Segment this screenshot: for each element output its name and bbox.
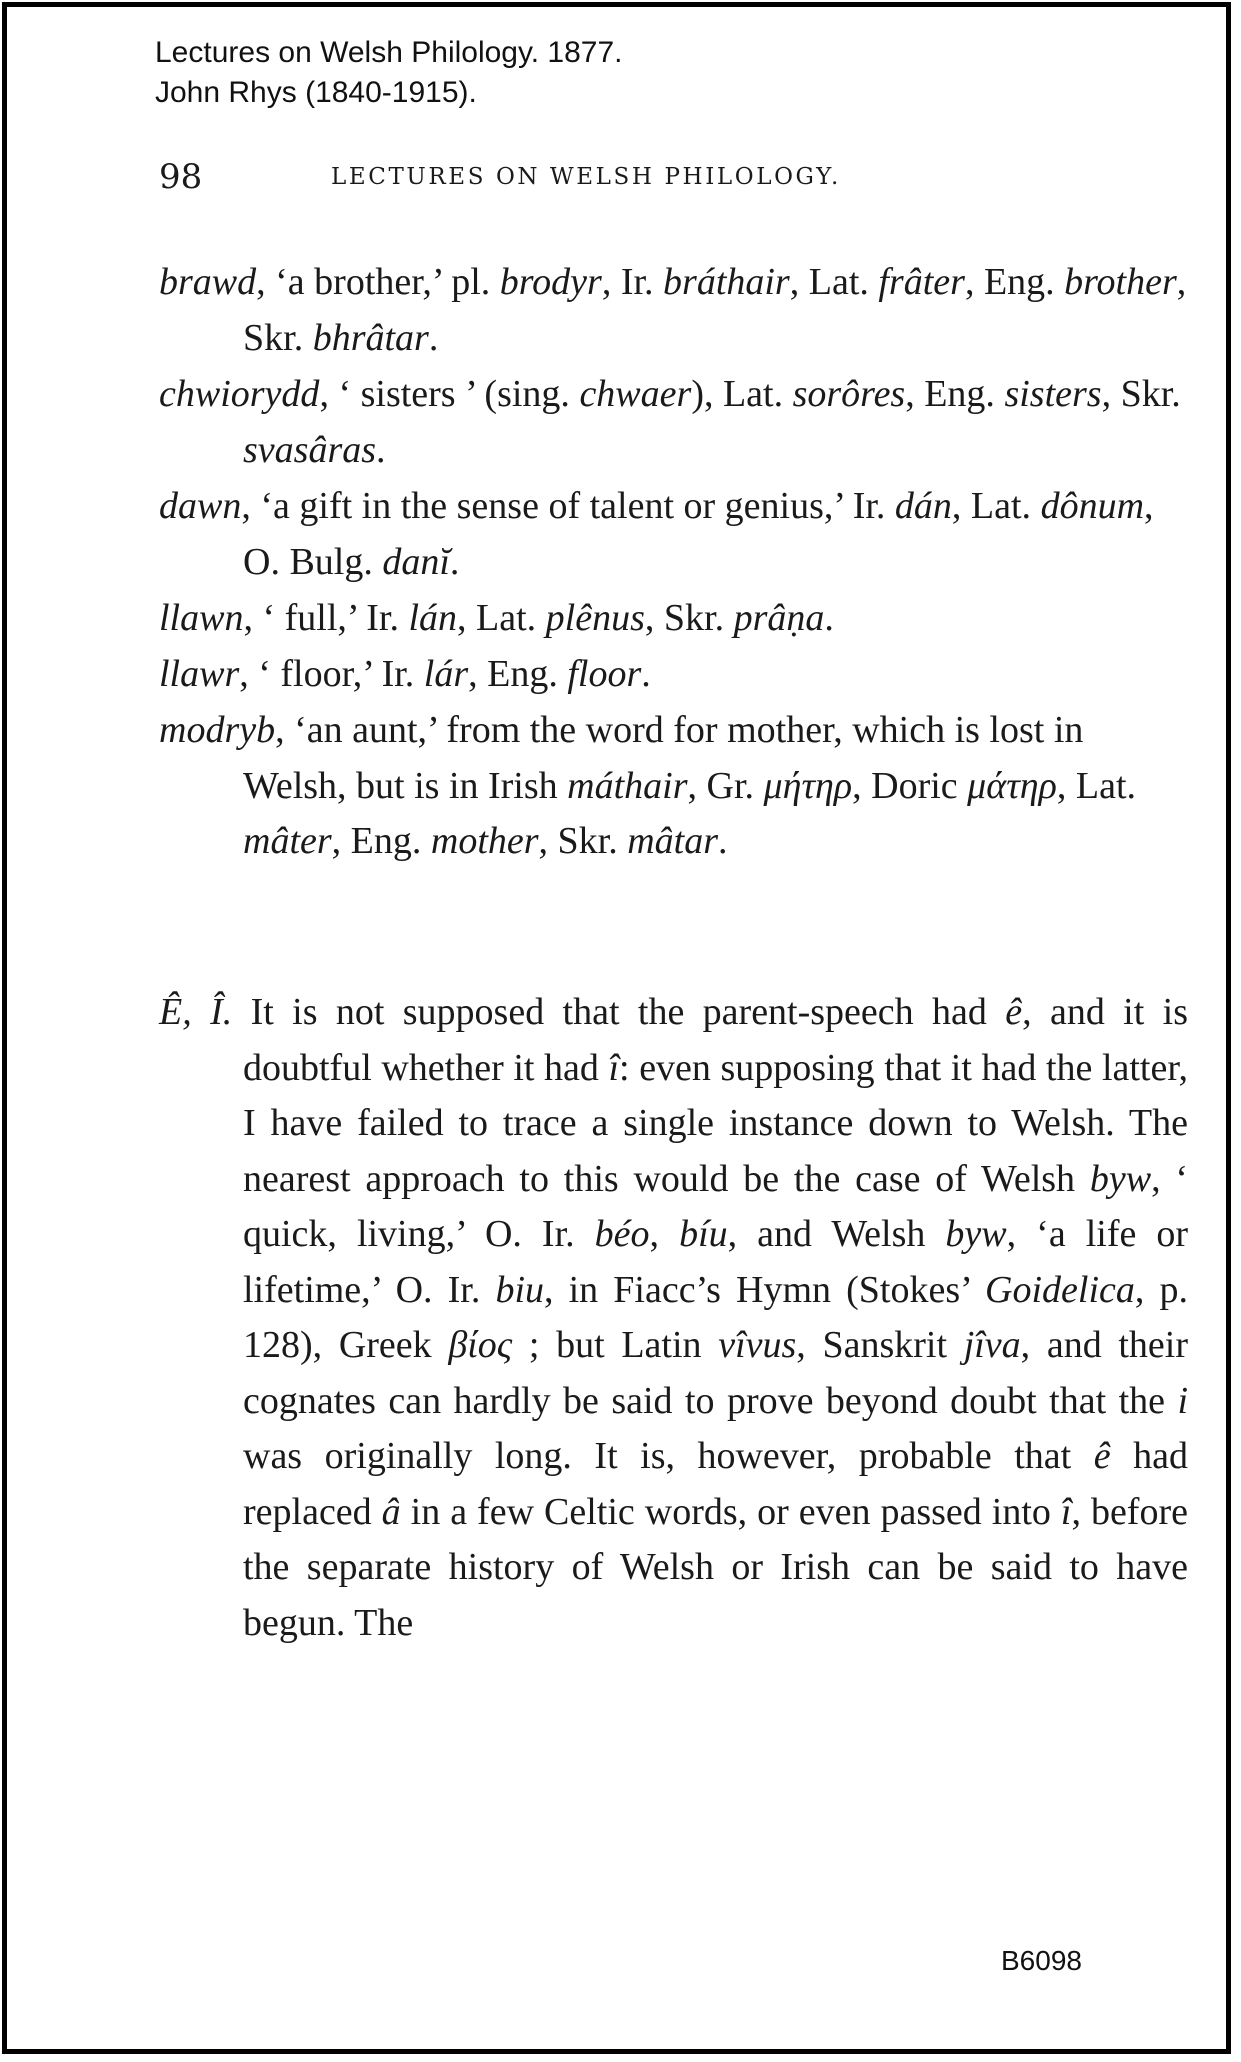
italic-term: î [608,1046,620,1089]
italic-term: dán [894,485,952,527]
entry-chwiorydd [159,367,1188,478]
italic-term: byw [945,1213,1007,1255]
text-run: , ‘an aunt,’ from the word for mother, which is lost in Welsh, but is in Irish [243,709,1084,807]
text-run: , Lat. [457,597,546,639]
entry-term: modryb [159,709,276,751]
text-run: , [649,1213,680,1255]
italic-term: bráthair [663,261,790,303]
text-run: , Doric [852,764,968,807]
text-run: , Skr. [1101,373,1181,415]
text-run: , Skr. [538,820,628,862]
text-run: , ‘ quick, living,’ O. Ir. [243,1157,1189,1255]
signature-code: B6098 [1001,1945,1082,1976]
text-run: . [718,820,728,862]
source-note [155,33,623,113]
entry-term: llawr [159,653,240,695]
text-run: , Lat. [789,261,879,303]
italic-term: plênus [545,597,645,639]
text-run: , Eng. [468,653,568,695]
italic-term: bíu [679,1213,728,1255]
entry-term: chwiorydd [159,373,320,415]
text-run: . [428,316,439,359]
text-run: , ‘a gift in the sense of talent or genius,’ Ir. [241,485,895,527]
text-run: It is not supposed that the parent-speech had [232,991,1006,1033]
text-run: in a few Celtic words, or even passed into [400,1490,1061,1533]
text-run: , and their cognates can hardly be said to prove beyond doubt that the [243,1324,1189,1422]
text-run: . [376,428,386,471]
text-run: . [449,540,460,583]
entry-brawd [159,255,1188,366]
text-run: , Lat. [1056,764,1137,807]
italic-term: ê [1005,991,1023,1033]
section-heading: Ê, Î. [159,991,233,1033]
section-e-i-paragraph [159,985,1188,1651]
page-number: 98 [159,157,203,197]
italic-term: floor [567,653,642,695]
entry-dawn [159,479,1188,590]
italic-term: lán [408,597,458,639]
italic-term: i [1177,1379,1188,1422]
italic-term: vîvus [718,1324,797,1366]
text-run: , Skr. [243,261,1187,359]
italic-term: mother [430,820,539,862]
italic-term: brother [1064,261,1177,303]
italic-term: î [1060,1490,1072,1533]
text-run: , Sanskrit [796,1324,964,1366]
italic-term: svasâras [243,428,377,471]
text-run: , Eng. [964,261,1065,303]
text-run: , ‘ sisters ’ (sing. [319,373,580,415]
italic-term: prâṇa [733,597,825,639]
page-frame [2,2,1231,2054]
text-run: : even supposing that it had the latter, I have failed to trace a single instance down to Welsh. The nearest approach to this would be the case of Welsh [243,1046,1188,1200]
text-run: , p. 128), Greek [243,1268,1189,1366]
italic-term: μήτηρ [763,764,853,807]
text-run: , ‘ floor,’ Ir. [239,653,424,695]
italic-term: béo [594,1213,650,1255]
entry-term: llawn [159,597,244,639]
text-run: , in Fiacc’s Hymn (Stokes’ [544,1268,986,1311]
italic-term: frâter [878,261,965,303]
italic-term: jîva [963,1324,1021,1366]
italic-term: mâter [243,820,332,862]
text-run: , Gr. [687,764,764,807]
italic-term: sisters [1004,373,1102,415]
text-run: , ‘a life or lifetime,’ O. Ir. [243,1213,1189,1311]
text-run: , Eng. [331,820,431,862]
italic-term: bhrâtar [312,316,429,359]
italic-term: chwaer [579,373,692,415]
text-run: , ‘a brother,’ pl. [256,261,500,303]
text-run: , and Welsh [727,1213,946,1255]
page-title: LECTURES ON WELSH PHILOLOGY. [331,164,841,190]
entry-modryb [159,703,1188,870]
source-line-title: Lectures on Welsh Philology. 1877. [155,36,623,69]
text-run: . [824,597,834,639]
text-run: , Lat. [951,485,1041,527]
italic-term: mâtar [627,820,719,862]
text-run: . [641,653,651,695]
italic-term: μάτηρ [967,764,1057,807]
text-run: , ‘ full,’ Ir. [243,597,409,639]
italic-term: dônum [1040,485,1145,527]
entry-llawn [159,591,1188,647]
entry-llawr [159,647,1188,703]
text-run: , and it is doubtful whether it had [243,991,1188,1089]
italic-term: brodyr [499,261,602,303]
text-run: had replaced [243,1435,1188,1533]
source-line-author: John Rhys (1840-1915). [155,76,477,109]
italic-term: â [381,1490,401,1533]
italic-term: byw [1089,1157,1152,1200]
text-run: , O. Bulg. [243,485,1154,583]
text-run: ), Lat. [691,373,793,415]
italic-term: lár [423,653,469,695]
entry-term: brawd [159,261,257,303]
text-run: , Ir. [601,261,664,303]
text-run: was originally long. It is, however, probable that [243,1435,1094,1477]
text-run: , Eng. [905,373,1005,415]
italic-term: sorôres [792,373,906,415]
italic-term: βίος [448,1324,513,1366]
italic-term: danĭ [382,540,450,583]
italic-term: ê [1093,1435,1111,1477]
italic-term: Goidelica [985,1268,1135,1311]
italic-term: biu [495,1268,545,1311]
text-run: ; but Latin [512,1324,719,1366]
text-run: , before the separate history of Welsh or Irish can be said to have begun. The [243,1490,1188,1644]
running-head [159,157,1119,207]
text-run: , Skr. [644,597,734,639]
italic-term: máthair [567,764,688,807]
entry-term: dawn [159,485,242,527]
